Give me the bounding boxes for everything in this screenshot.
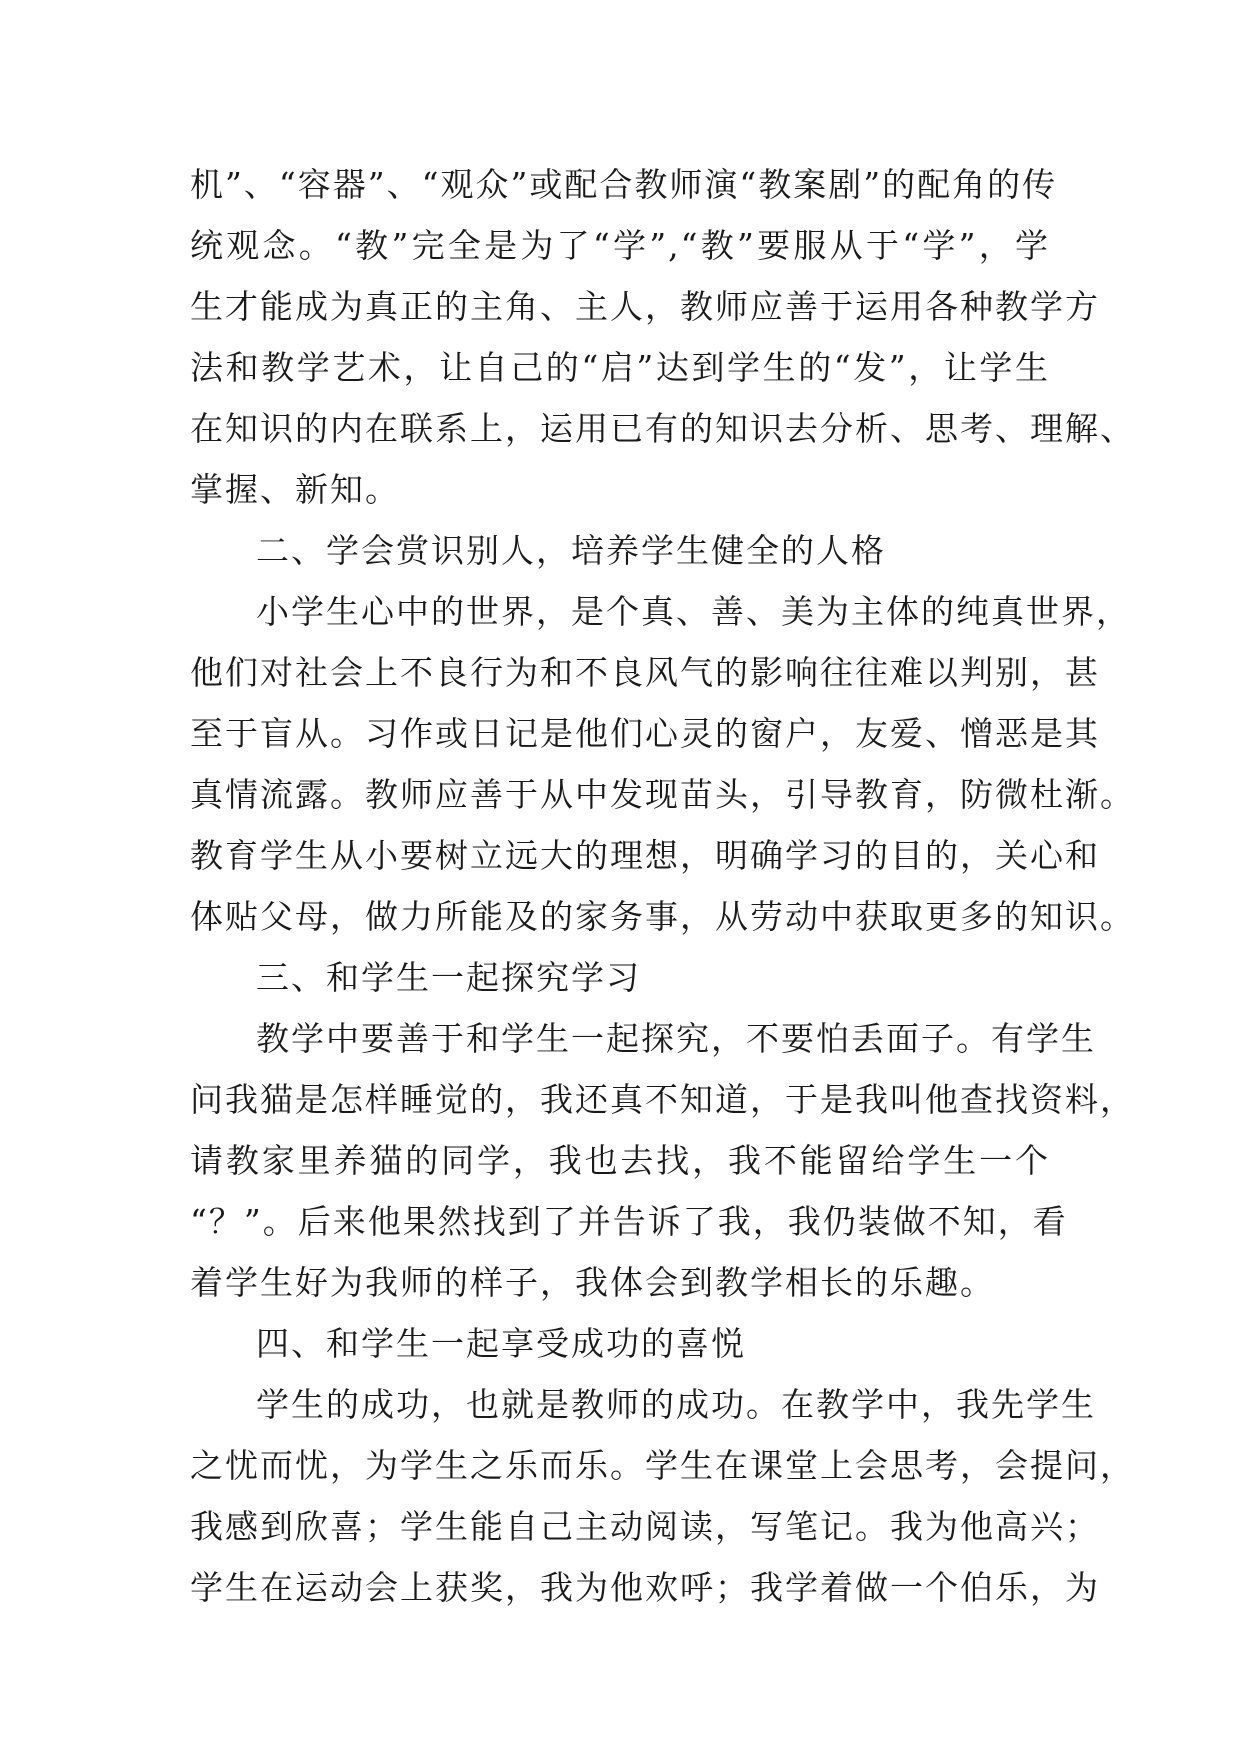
paragraph-start-line: 学生的成功，也就是教师的成功。在教学中，我先学生 xyxy=(256,1385,1096,1424)
text-line: 教育学生从小要树立远大的理想，明确学习的目的，关心和 xyxy=(190,836,1100,875)
body-text xyxy=(190,154,1135,1618)
paragraph-start-line: 教学中要善于和学生一起探究，不要怕丢面子。有学生 xyxy=(256,1019,1096,1058)
text-line: 机”、“容器”、“观众”或配合教师演“教案剧”的配角的传 xyxy=(190,165,1058,204)
text-line: 他们对社会上不良行为和不良风气的影响往往难以判别，甚 xyxy=(190,653,1100,692)
text-line: 问我猫是怎样睡觉的，我还真不知道，于是我叫他查找资料， xyxy=(190,1080,1135,1119)
text-line: 着学生好为我师的样子，我体会到教学相长的乐趣。 xyxy=(190,1263,995,1302)
paragraph-start-line: 小学生心中的世界，是个真、善、美为主体的纯真世界， xyxy=(256,592,1131,631)
text-line: 掌握、新知。 xyxy=(190,470,400,509)
text-line: 至于盲从。习作或日记是他们心灵的窗户，友爱、憎恶是其 xyxy=(190,714,1100,753)
paragraph-start-line: 二、学会赏识别人，培养学生健全的人格 xyxy=(256,531,886,570)
text-line: 统观念。“教”完全是为了“学”,“教”要服从于“学”，学 xyxy=(190,226,1050,265)
text-line: 法和教学艺术，让自己的“启”达到学生的“发”，让学生 xyxy=(190,348,1050,387)
text-line: 学生在运动会上获奖，我为他欢呼；我学着做一个伯乐，为 xyxy=(190,1568,1100,1607)
paragraph-start-line: 三、和学生一起探究学习 xyxy=(256,958,641,997)
text-line: 我感到欣喜；学生能自己主动阅读，写笔记。我为他高兴； xyxy=(190,1507,1100,1546)
text-line: “？”。后来他果然找到了并告诉了我，我仍装做不知，看 xyxy=(190,1202,1068,1241)
paragraph-start-line: 四、和学生一起享受成功的喜悦 xyxy=(256,1324,746,1363)
text-line: 之忧而忧，为学生之乐而乐。学生在课堂上会思考，会提问， xyxy=(190,1446,1135,1485)
text-line: 生才能成为真正的主角、主人，教师应善于运用各种教学方 xyxy=(190,287,1100,326)
text-line: 在知识的内在联系上，运用已有的知识去分析、思考、理解、 xyxy=(190,409,1135,448)
text-line: 请教家里养猫的同学，我也去找，我不能留给学生一个 xyxy=(190,1141,1050,1180)
text-line: 体贴父母，做力所能及的家务事，从劳动中获取更多的知识。 xyxy=(190,897,1135,936)
text-line: 真情流露。教师应善于从中发现苗头，引导教育，防微杜渐。 xyxy=(190,775,1135,814)
